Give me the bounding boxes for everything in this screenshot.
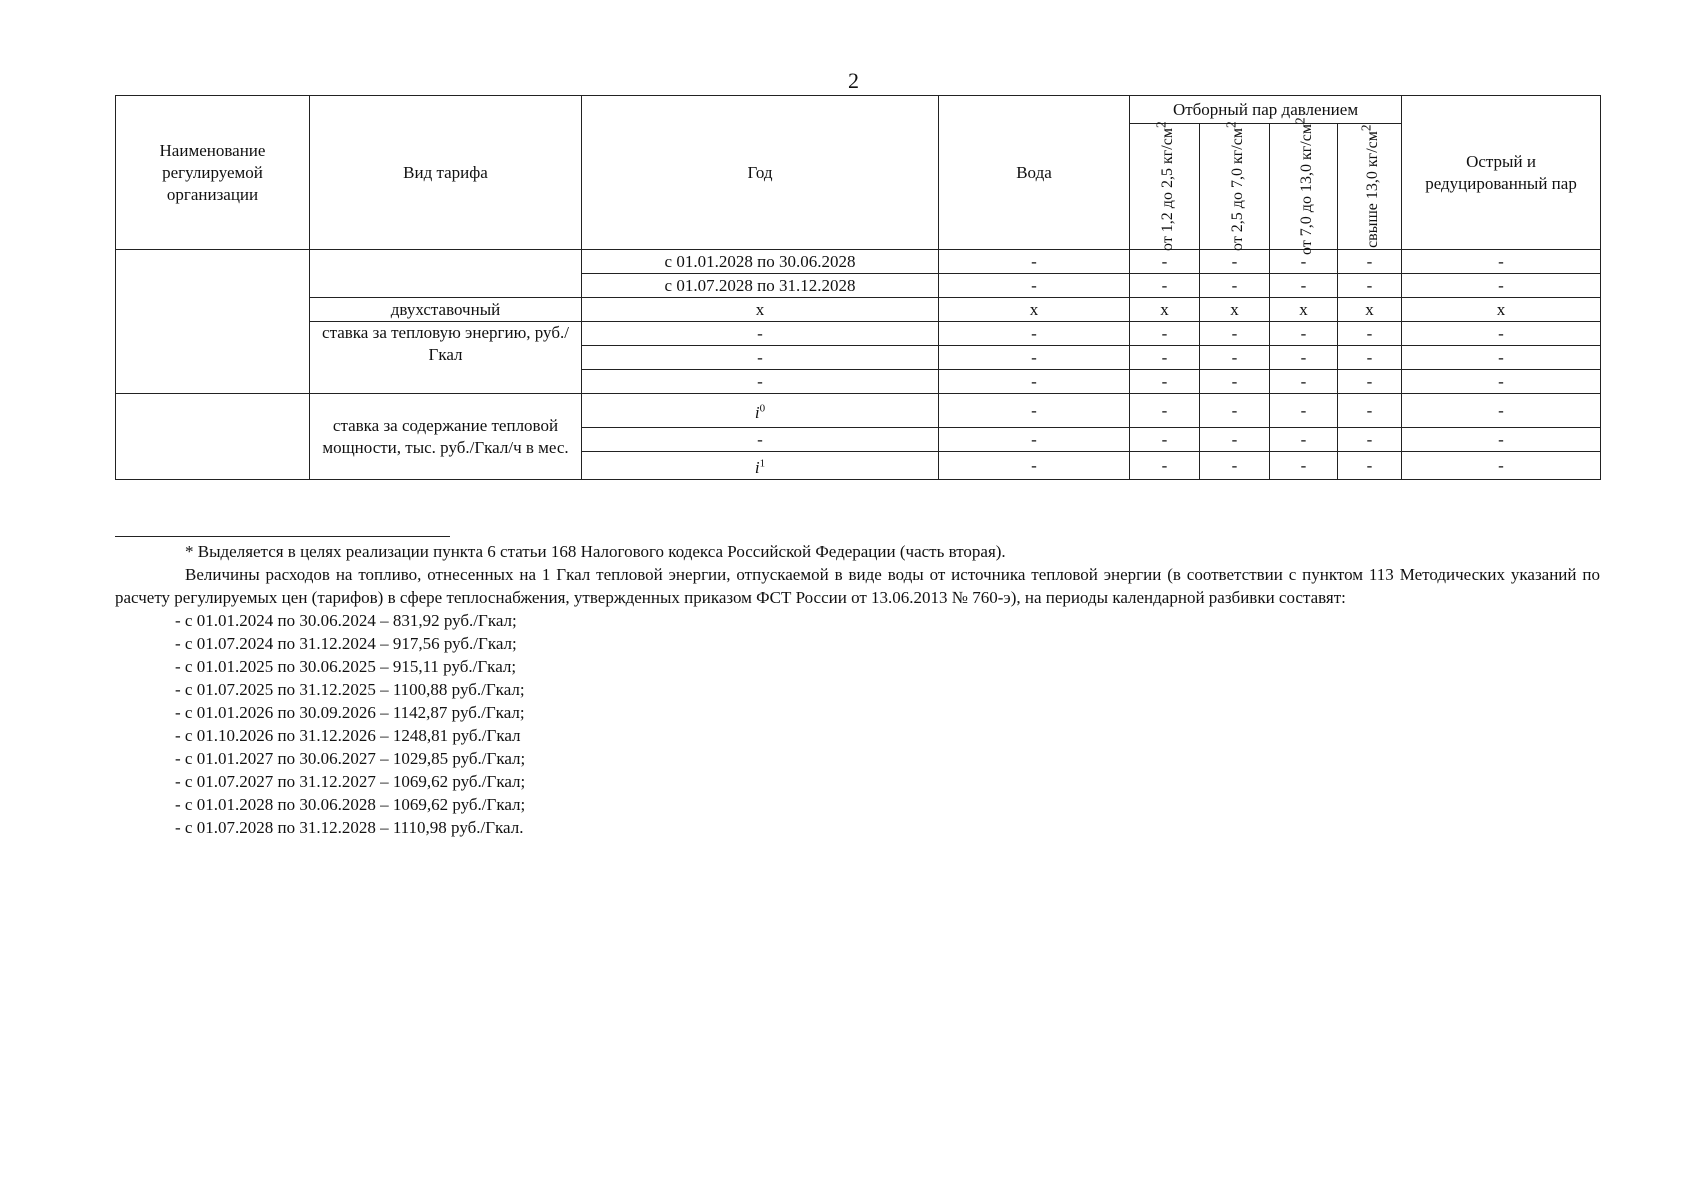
steam-cell: -: [1270, 250, 1338, 274]
steam-cell: -: [1270, 428, 1338, 452]
year-cell: с 01.07.2028 по 31.12.2028: [582, 274, 939, 298]
steam-cell: х: [1338, 298, 1402, 322]
sharp-cell: -: [1402, 370, 1601, 394]
year-cell: -: [582, 346, 939, 370]
header-row-top: [116, 96, 1601, 124]
year-cell: -: [582, 370, 939, 394]
steam-cell: -: [1130, 346, 1200, 370]
header-steam-4: свыше 13,0 $кг/см^2$: [1338, 124, 1402, 250]
page-number: 2: [848, 68, 859, 93]
tariff-table: [115, 95, 1601, 480]
steam-cell: х: [1270, 298, 1338, 322]
steam-cell: -: [1130, 274, 1200, 298]
sharp-cell: -: [1402, 428, 1601, 452]
steam-cell: -: [1200, 250, 1270, 274]
steam-cell: -: [1130, 428, 1200, 452]
list-item: - с 01.01.2027 по 30.06.2027 – 1029,85 руб./Гкал;: [175, 747, 1600, 770]
steam-cell: -: [1200, 346, 1270, 370]
index-i0: $i^0$: [754, 402, 766, 422]
steam-cell: -: [1200, 322, 1270, 346]
year-cell: -: [582, 322, 939, 346]
steam-cell: -: [1130, 250, 1200, 274]
year-cell: с 01.01.2028 по 30.06.2028: [582, 250, 939, 274]
steam-cell: -: [1200, 274, 1270, 298]
steam-cell: -: [1270, 274, 1338, 298]
tariff-type-cell: [310, 250, 582, 298]
steam-cell: -: [1338, 370, 1402, 394]
list-item: - с 01.07.2024 по 31.12.2024 – 917,56 руб./Гкал;: [175, 632, 1600, 655]
sharp-cell: -: [1402, 250, 1601, 274]
water-cell: -: [939, 394, 1130, 428]
steam-cell: -: [1200, 428, 1270, 452]
water-cell: -: [939, 250, 1130, 274]
sharp-cell: -: [1402, 346, 1601, 370]
steam-cell: -: [1130, 452, 1200, 480]
header-tariff-type: Вид тарифа: [310, 96, 582, 250]
steam-cell: -: [1338, 346, 1402, 370]
tariff-type-cell: двухставочный: [310, 298, 582, 322]
steam-cell: -: [1338, 394, 1402, 428]
list-item: - с 01.01.2025 по 30.06.2025 – 915,11 руб./Гкал;: [175, 655, 1600, 678]
list-item: - с 01.07.2027 по 31.12.2027 – 1069,62 руб./Гкал;: [175, 770, 1600, 793]
sharp-cell: х: [1402, 298, 1601, 322]
steam-cell: -: [1338, 274, 1402, 298]
header-water: Вода: [939, 96, 1130, 250]
year-cell: х: [582, 298, 939, 322]
header-steam-1: от 1,2 до 2,5 $кг/см^2$: [1130, 124, 1200, 250]
year-cell: [582, 452, 939, 480]
steam-cell: -: [1338, 428, 1402, 452]
org-cell-2: [116, 394, 310, 480]
table-row: [116, 250, 1601, 274]
year-cell: [582, 394, 939, 428]
list-item: - с 01.01.2024 по 30.06.2024 – 831,92 руб./Гкал;: [175, 609, 1600, 632]
steam-cell: -: [1130, 322, 1200, 346]
sharp-cell: -: [1402, 452, 1601, 480]
steam-cell: -: [1338, 452, 1402, 480]
fuel-paragraph: Величины расходов на топливо, отнесенных на 1 Гкал тепловой энергии, отпускаемой в виде воды от источника тепловой энергии (в соответствии с пунктом 113 Методических указаний по расчету регулируемых цен (тарифов) в сфере теплоснабжения, утвержденных приказом ФСТ России от 13.06.2013 № 760-э), на периоды календарной разбивки составят:: [115, 565, 1600, 607]
water-cell: -: [939, 346, 1130, 370]
steam-cell: х: [1200, 298, 1270, 322]
steam-cell: -: [1270, 322, 1338, 346]
list-item: - с 01.01.2028 по 30.06.2028 – 1069,62 руб./Гкал;: [175, 793, 1600, 816]
steam-cell: -: [1130, 370, 1200, 394]
sharp-cell: -: [1402, 274, 1601, 298]
header-steam-group: Отборный пар давлением: [1130, 96, 1402, 124]
steam-cell: -: [1200, 394, 1270, 428]
sharp-cell: -: [1402, 394, 1601, 428]
water-cell: -: [939, 322, 1130, 346]
steam-cell: -: [1200, 370, 1270, 394]
list-item: - с 01.01.2026 по 30.09.2026 – 1142,87 руб./Гкал;: [175, 701, 1600, 724]
steam-cell: -: [1338, 250, 1402, 274]
table-row: [116, 298, 1601, 322]
steam-cell: -: [1270, 346, 1338, 370]
table-row: [116, 394, 1601, 428]
list-item: - с 01.07.2025 по 31.12.2025 – 1100,88 руб./Гкал;: [175, 678, 1600, 701]
steam-cell: -: [1200, 452, 1270, 480]
sharp-cell: -: [1402, 322, 1601, 346]
footnote: * Выделяется в целях реализации пункта 6 статьи 168 Налогового кодекса Российской Федерации (часть вторая).: [185, 542, 1006, 561]
list-item: - с 01.10.2026 по 31.12.2026 – 1248,81 руб./Гкал: [175, 724, 1600, 747]
water-cell: -: [939, 452, 1130, 480]
water-cell: х: [939, 298, 1130, 322]
header-year: Год: [582, 96, 939, 250]
steam-cell: -: [1270, 370, 1338, 394]
table-row: [116, 322, 1601, 346]
steam-cell: -: [1338, 322, 1402, 346]
steam-cell: х: [1130, 298, 1200, 322]
header-org: Наименование регулируемой организации: [116, 96, 310, 250]
water-cell: -: [939, 274, 1130, 298]
list-item: - с 01.07.2028 по 31.12.2028 – 1110,98 руб./Гкал.: [175, 816, 1600, 839]
header-sharp-steam: Острый и редуцированный пар: [1402, 96, 1601, 250]
footer-text: [115, 528, 1600, 839]
water-cell: -: [939, 370, 1130, 394]
tariff-type-cell: ставка за тепловую энергию, руб./Гкал: [310, 322, 582, 394]
year-cell: -: [582, 428, 939, 452]
index-i1: $i^1$: [754, 457, 766, 477]
steam-cell: -: [1270, 394, 1338, 428]
water-cell: -: [939, 428, 1130, 452]
tariff-type-cell: ставка за содержание тепловой мощности, тыс. руб./Гкал/ч в мес.: [310, 394, 582, 480]
header-steam-3: от 7,0 до 13,0 $кг/см^2$: [1270, 124, 1338, 250]
steam-cell: -: [1270, 452, 1338, 480]
steam-cell: -: [1130, 394, 1200, 428]
fuel-cost-list: [115, 609, 1600, 839]
org-cell-1: [116, 250, 310, 394]
header-steam-2: от 2,5 до 7,0 $кг/см^2$: [1200, 124, 1270, 250]
